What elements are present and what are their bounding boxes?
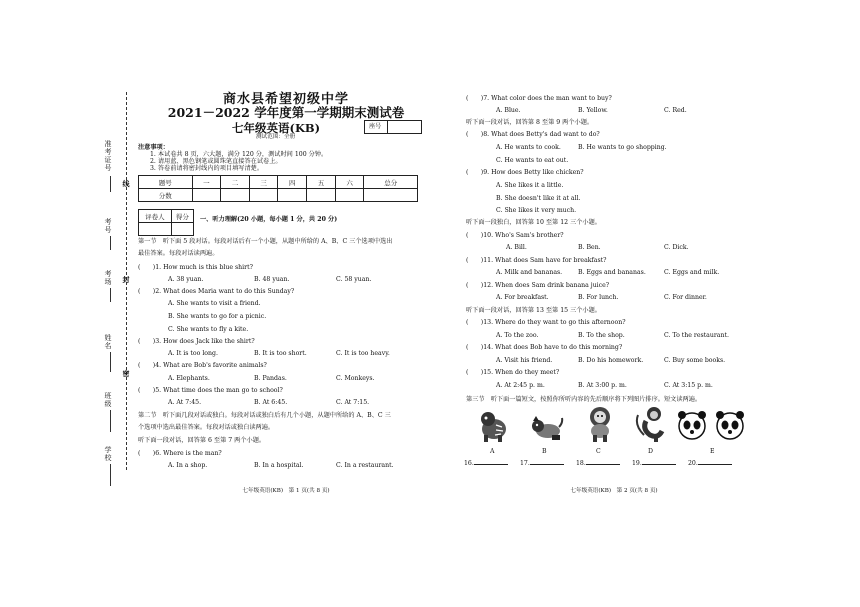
question-13: ( )13. Where do they want to go this afternoon?	[466, 319, 626, 326]
question-1: ( )1. How much is this blue shirt?	[138, 264, 253, 271]
answer-blank-17[interactable]	[520, 460, 564, 468]
section-1-title: 一、听力理解(20 小题，每小题 1 分，共 20 分)	[200, 216, 338, 223]
option-c: C. It is too heavy.	[336, 350, 390, 357]
question-5: ( )5. What time does the man go to school?	[138, 387, 283, 394]
room-number-label: 考号	[104, 218, 112, 234]
option-a: A. He wants to cook.	[496, 144, 561, 151]
score-cell[interactable]	[364, 189, 418, 202]
score-table-header-row	[139, 176, 418, 189]
part-1-instruction-cont: 最佳答案。每段对话读两遍。	[138, 250, 219, 257]
score-cell[interactable]	[249, 189, 278, 202]
page-footer: 七年级英语(KB) 第 1 页(共 8 页)	[242, 488, 330, 494]
binding-mark-seal: 封	[122, 276, 131, 284]
option-c: C. Dick.	[664, 244, 689, 251]
blank-number: 17.	[520, 460, 530, 467]
score-row-label: 分数	[139, 189, 193, 202]
part-3-instruction: 第三节 听下面一篇短文，按照你所听内容的先后顺序将下列图片排序。短文读两遍。	[466, 396, 702, 403]
picture-label: D	[648, 448, 653, 455]
option-a: A. Elephants.	[168, 375, 210, 382]
monkey-icon	[632, 405, 668, 443]
picture-e	[676, 408, 748, 444]
score-header-cell: 一	[192, 176, 221, 189]
option-a: A. At 2:45 p. m.	[496, 382, 545, 389]
part-2-instruction-cont: 个选项中选出最佳答案。每段对话或独白读两遍。	[138, 424, 275, 431]
option-a: A. She wants to visit a friend.	[168, 300, 261, 307]
answer-blank-16[interactable]	[464, 460, 508, 468]
option-b: B. Do his homework.	[578, 357, 644, 364]
option-b: B. At 3:00 p. m.	[578, 382, 627, 389]
dog-icon	[528, 407, 564, 443]
option-b: B. He wants to go shopping.	[578, 144, 667, 151]
option-b: B. In a hospital.	[254, 462, 304, 469]
picture-label: A	[490, 448, 495, 455]
blank-number: 19.	[632, 460, 642, 467]
score-header-cell: 四	[278, 176, 307, 189]
score-header-cell: 题号	[139, 176, 193, 189]
blank-line[interactable]	[642, 464, 676, 465]
score-header-cell: 五	[307, 176, 336, 189]
score-header-cell: 六	[335, 176, 364, 189]
option-a: A. Blue.	[496, 107, 521, 114]
page-1	[136, 0, 436, 607]
option-b: B. Pandas.	[254, 375, 287, 382]
option-c: C. Red.	[664, 107, 687, 114]
question-7: ( )7. What color does the man want to buy?	[466, 95, 612, 102]
exam-number-label: 准考证号	[104, 140, 112, 172]
seat-number-divider	[387, 121, 388, 133]
binding-mark-line: 线	[122, 180, 131, 188]
option-a: A. Visit his friend.	[496, 357, 553, 364]
seat-number-label: 座号	[369, 123, 382, 130]
option-b: B. 48 yuan.	[254, 276, 290, 283]
blank-number: 18.	[576, 460, 586, 467]
option-a: A. To the zoo.	[496, 332, 539, 339]
score-header-cell: 总分	[364, 176, 418, 189]
option-c: C. 58 yuan.	[336, 276, 372, 283]
option-c: C. Buy some books.	[664, 357, 726, 364]
page-2	[464, 0, 764, 607]
note-item: 1. 本试卷共 8 页，六大题，满分 120 分，测试时间 100 分钟。	[150, 151, 328, 158]
dialogue-instruction: 听下面一段对话，回答第 13 至第 15 三个小题。	[466, 307, 601, 314]
exam-room-line	[110, 288, 111, 302]
option-c: C. Monkeys.	[336, 375, 375, 382]
score-header-cell: 三	[249, 176, 278, 189]
score-cell[interactable]	[192, 189, 221, 202]
score-cell[interactable]	[278, 189, 307, 202]
option-a: A. For breakfast.	[496, 294, 549, 301]
score-header-cell: 二	[221, 176, 250, 189]
part-1-instruction: 第一节 听下面 5 段对话。每段对话后有一个小题，从题中所给的 A、B、C 三个选项中选出	[138, 238, 393, 245]
school-line	[110, 464, 111, 486]
answer-blank-18[interactable]	[576, 460, 620, 468]
monologue-instruction: 听下面一段独白，回答第 10 至第 12 三个小题。	[466, 219, 601, 226]
binding-mark-secret: 密	[122, 370, 131, 378]
page-footer: 七年级英语(KB) 第 2 页(共 8 页)	[570, 488, 658, 494]
grader-table	[138, 209, 194, 236]
dialogue-instruction: 听下面一段对话，回答第 8 至第 9 两个小题。	[466, 119, 594, 126]
grader-reviewer-cell[interactable]	[139, 223, 172, 236]
option-b: B. She doesn't like it at all.	[496, 195, 581, 202]
blank-number: 16.	[464, 460, 474, 467]
exam-title: 2021－2022 学年度第一学期期末测试卷	[167, 105, 405, 120]
picture-a	[476, 407, 512, 443]
student-name-label: 姓名	[104, 334, 112, 350]
blank-number: 20.	[688, 460, 698, 467]
grader-score-label: 得分	[171, 210, 193, 223]
score-cell[interactable]	[221, 189, 250, 202]
option-c: C. Eggs and milk.	[664, 269, 720, 276]
answer-blank-19[interactable]	[632, 460, 676, 468]
student-name-line	[110, 352, 111, 372]
picture-label: C	[596, 448, 601, 455]
test-scope: 测试范围：全册	[256, 134, 296, 140]
option-a: A. She likes it a little.	[496, 182, 564, 189]
option-a: A. At 7:45.	[168, 399, 202, 406]
school-name: 商水县希望初级中学	[222, 92, 349, 107]
class-label: 班级	[104, 392, 112, 408]
option-b: B. Yellow.	[578, 107, 608, 114]
option-b: B. Ben.	[578, 244, 601, 251]
option-a: A. In a shop.	[168, 462, 208, 469]
option-c: C. For dinner.	[664, 294, 707, 301]
answer-blank-20[interactable]	[688, 460, 732, 468]
blank-line[interactable]	[586, 464, 620, 465]
option-b: B. For lunch.	[578, 294, 619, 301]
question-12: ( )12. When does Sam drink banana juice?	[466, 282, 610, 289]
lion-icon	[582, 405, 618, 443]
question-2: ( )2. What does Maria want to do this Sunday?	[138, 288, 295, 295]
blank-line[interactable]	[530, 464, 564, 465]
option-a: A. 38 yuan.	[168, 276, 204, 283]
picture-b	[528, 407, 564, 443]
note-item: 2. 请用蓝、黑色钢笔或圆珠笔直接答在试卷上。	[150, 158, 282, 165]
subject-title: 七年级英语(KB)	[232, 121, 321, 135]
option-c: C. At 7:15.	[336, 399, 370, 406]
option-c: C. In a restaurant.	[336, 462, 394, 469]
question-14: ( )14. What does Bob have to do this morning?	[466, 344, 623, 351]
question-8: ( )8. What does Betty's dad want to do?	[466, 131, 600, 138]
dialogue-instruction: 听下面一段对话，回答第 6 至第 7 两个小题。	[138, 437, 266, 444]
option-c: C. She likes it very much.	[496, 207, 577, 214]
option-b: B. To the shop.	[578, 332, 625, 339]
option-c: C. To the restaurant.	[664, 332, 729, 339]
note-item: 3. 答卷前请将密封线内的项目填写清楚。	[150, 165, 264, 172]
picture-d	[632, 405, 668, 441]
room-number-line	[110, 236, 111, 250]
score-cell[interactable]	[335, 189, 364, 202]
question-3: ( )3. How does Jack like the shirt?	[138, 338, 255, 345]
picture-label: B	[542, 448, 547, 455]
option-c: C. She wants to fly a kite.	[168, 326, 249, 333]
seat-number-box[interactable]	[364, 120, 422, 134]
blank-line[interactable]	[474, 464, 508, 465]
option-b: B. Eggs and bananas.	[578, 269, 646, 276]
question-9: ( )9. How does Betty like chicken?	[466, 169, 584, 176]
score-table	[138, 175, 418, 202]
picture-c	[582, 405, 618, 441]
exam-room-label: 考场	[104, 270, 112, 286]
question-11: ( )11. What does Sam have for breakfast?	[466, 257, 607, 264]
option-a: A. Milk and bananas.	[496, 269, 563, 276]
part-2-instruction: 第二节 听下面几段对话或独白。每段对话或独白后有几个小题，从题中所给的 A、B、C 三	[138, 412, 391, 419]
grader-score-cell[interactable]	[171, 223, 193, 236]
option-b: B. At 6:45.	[254, 399, 288, 406]
option-a: A. Bill.	[506, 244, 527, 251]
question-10: ( )10. Who's Sam's brother?	[466, 232, 564, 239]
score-cell[interactable]	[307, 189, 336, 202]
exam-number-line	[110, 176, 111, 192]
notes-heading: 注意事项：	[138, 144, 169, 151]
blank-line[interactable]	[698, 464, 732, 465]
grader-reviewer-label: 评卷人	[139, 210, 172, 223]
question-15: ( )15. When do they meet?	[466, 369, 560, 376]
option-c: C. At 3:15 p. m.	[664, 382, 713, 389]
option-b: B. She wants to go for a picnic.	[168, 313, 267, 320]
option-b: B. It is too short.	[254, 350, 307, 357]
question-4: ( )4. What are Bob's favorite animals?	[138, 362, 267, 369]
question-6: ( )6. Where is the man?	[138, 450, 222, 457]
school-label: 学校	[104, 446, 112, 462]
option-c: C. He wants to eat out.	[496, 157, 569, 164]
panda-icon	[676, 408, 748, 442]
class-line	[110, 410, 111, 432]
picture-label: E	[710, 448, 715, 455]
tiger-icon	[476, 407, 512, 443]
score-table-score-row	[139, 189, 418, 202]
option-a: A. It is too long.	[168, 350, 218, 357]
